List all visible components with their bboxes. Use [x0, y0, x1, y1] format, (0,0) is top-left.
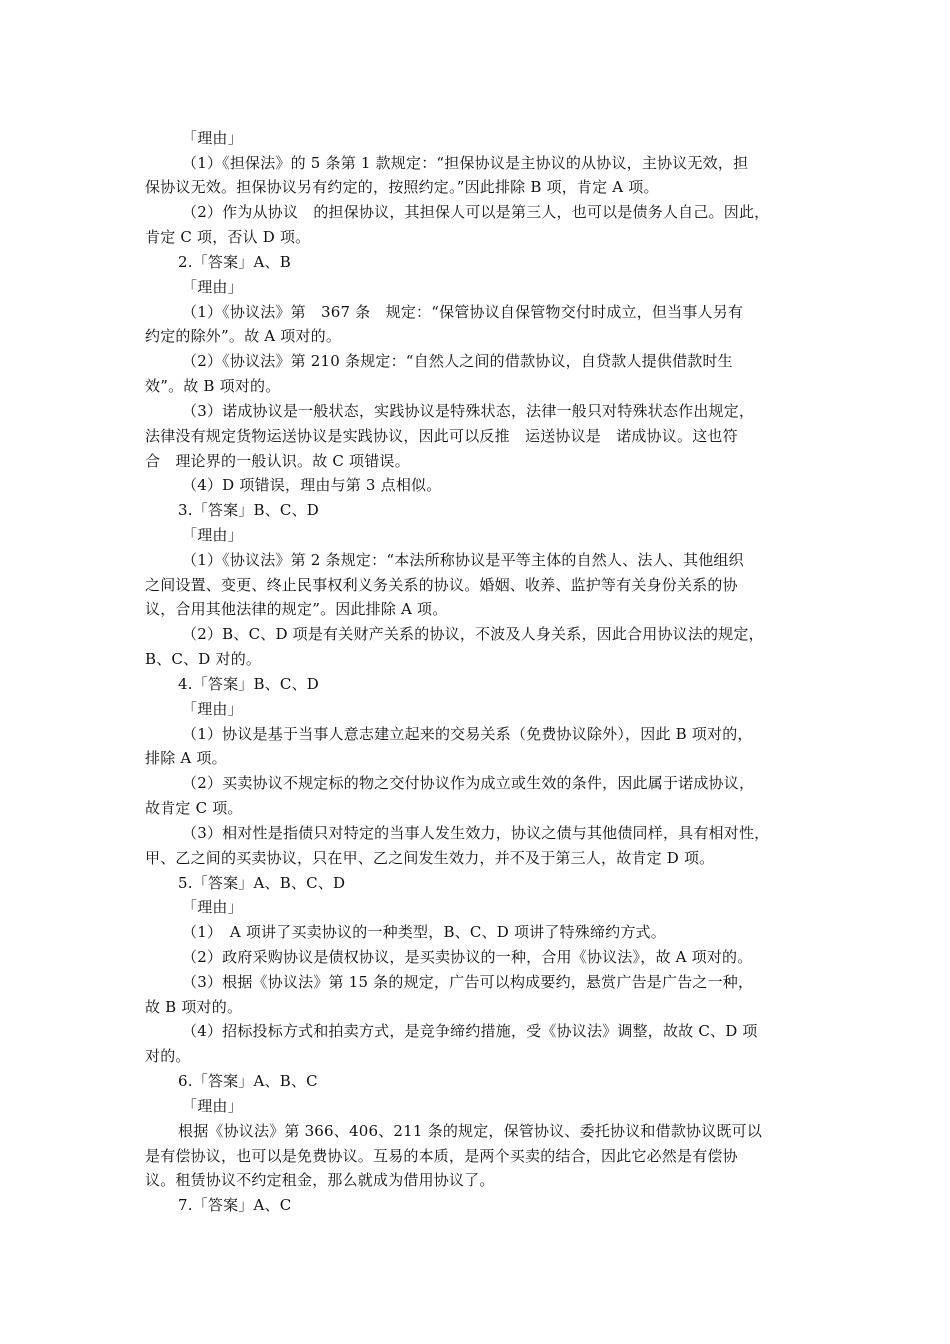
answer-heading: 2.「答案」A、B	[178, 253, 291, 271]
text-line: （4）D 项错误，理由与第 3 点相似。	[182, 476, 442, 494]
text-line: 排除 A 项。	[145, 749, 227, 767]
answer-heading: 6.「答案」A、B、C	[178, 1072, 318, 1090]
text-line: 合 理论界的一般认识。故 C 项错误。	[145, 452, 410, 470]
answer-heading: 7.「答案」A、C	[178, 1196, 292, 1214]
text-line: （4）招标投标方式和拍卖方式，是竞争缔约措施，受《协议法》调整，故故 C、D 项	[182, 1022, 758, 1040]
text-line: B、C、D 对的。	[145, 650, 262, 668]
text-line: 约定的除外”。故 A 项对的。	[145, 327, 342, 345]
reason-heading: 「理由」	[182, 526, 243, 544]
text-line: （3）根据《协议法》第 15 条的规定，广告可以构成要约，悬赏广告是广告之一种，	[182, 973, 754, 991]
text-line: 议，合用其他法律的规定”。因此排除 A 项。	[145, 600, 448, 618]
text-line: 法律没有规定货物运送协议是实践协议，因此可以反推 运送协议是 诺成协议。这也符	[145, 427, 738, 445]
text-line: 效”。故 B 项对的。	[145, 377, 281, 395]
text-line: （1）协议是基于当事人意志建立起来的交易关系（免费协议除外），因此 B 项对的，	[182, 725, 753, 743]
text-line: （2）B、C、D 项是有关财产关系的协议，不波及人身关系，因此合用协议法的规定，	[182, 625, 764, 643]
reason-heading: 「理由」	[182, 898, 243, 916]
reason-heading: 「理由」	[182, 700, 243, 718]
text-line: （2）政府采购协议是债权协议，是买卖协议的一种，合用《协议法》，故 A 项对的。	[182, 948, 753, 966]
text-line: （1）《协议法》第 2 条规定：“本法所称协议是平等主体的自然人、法人、其他组织	[182, 551, 744, 569]
text-line: （1）《担保法》的 5 条第 1 款规定：“担保协议是主协议的从协议，主协议无效，担	[182, 154, 749, 172]
text-line: 对的。	[145, 1047, 191, 1065]
answer-heading: 4.「答案」B、C、D	[178, 675, 320, 693]
text-line: 甲、乙之间的买卖协议，只在甲、乙之间发生效力，并不及于第三人，故肯定 D 项。	[145, 849, 715, 867]
reason-heading: 「理由」	[182, 129, 243, 147]
reason-heading: 「理由」	[182, 278, 243, 296]
text-line: （2）买卖协议不规定标的物之交付协议作为成立或生效的条件，因此属于诺成协议，	[182, 774, 755, 792]
text-line: （1）《协议法》第 367 条 规定：“保管协议自保管物交付时成立，但当事人另有	[182, 303, 744, 321]
text-line: （1） A 项讲了买卖协议的一种类型，B、C、D 项讲了特殊缔约方式。	[182, 923, 666, 941]
text-line: 故肯定 C 项。	[145, 799, 243, 817]
answer-heading: 5.「答案」A、B、C、D	[178, 874, 346, 892]
answer-heading: 3.「答案」B、C、D	[178, 501, 320, 519]
text-line: 是有偿协议，也可以是免费协议。互易的本质，是两个买卖的结合，因此它必然是有偿协	[145, 1147, 738, 1165]
text-line: 之间设置、变更、终止民事权利义务关系的协议。婚姻、收养、监护等有关身份关系的协	[145, 576, 738, 594]
text-line: （2）作为从协议 的担保协议，其担保人可以是第三人，也可以是债务人自己。因此，	[182, 203, 770, 221]
text-line: （3）相对性是指债只对特定的当事人发生效力，协议之债与其他债同样，具有相对性，	[182, 824, 770, 842]
text-line: 根据《协议法》第 366、406、211 条的规定，保管协议、委托协议和借款协议既可以	[178, 1122, 763, 1140]
text-line: 议。租赁协议不约定租金，那么就成为借用协议了。	[145, 1171, 495, 1189]
reason-heading: 「理由」	[182, 1097, 243, 1115]
text-line: 肯定 C 项，否认 D 项。	[145, 228, 311, 246]
text-line: （3）诺成协议是一般状态，实践协议是特殊状态，法律一般只对特殊状态作出规定，	[182, 402, 755, 420]
text-line: 故 B 项对的。	[145, 998, 243, 1016]
text-line: （2）《协议法》第 210 条规定：“自然人之间的借款协议，自贷款人提供借款时生	[182, 352, 733, 370]
text-line: 保协议无效。担保协议另有约定的，按照约定。”因此排除 B 项，肯定 A 项。	[145, 178, 659, 196]
